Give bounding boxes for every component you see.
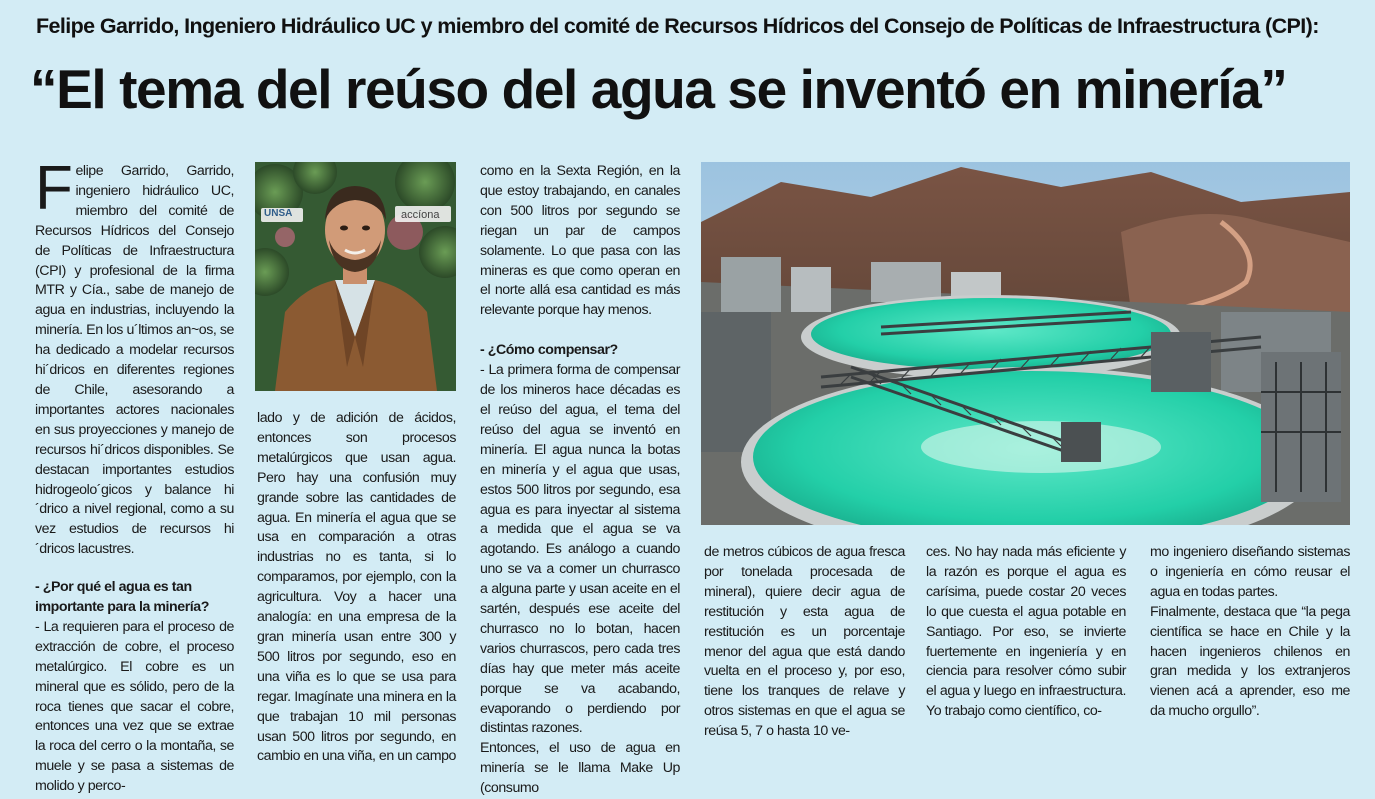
subheading-water-importance: - ¿Por qué el agua es tan importante para la minería? <box>35 579 209 616</box>
portrait-photo <box>255 162 456 391</box>
portrait-illustration <box>255 162 456 391</box>
column-2 <box>257 409 456 767</box>
logo-acciona: accíona <box>401 209 440 221</box>
article-kicker: Felipe Garrido, Ingeniero Hidráulico UC y miembro del comité de Recursos Hídricos del Consejo de Políticas de Infraestructura (CPI): <box>36 14 1319 38</box>
column-3 <box>480 162 680 799</box>
column-1-body: - La requieren para el proceso de extracción de cobre, el proceso metalúrgico. El cobre es un mineral que es sólido, pero de la roca tienes que sacar el cobre, entonces una vez que se extrae la roca del cerro o la montaña, se muele y se pasa a sistemas de molido y perco- <box>35 618 234 795</box>
column-3-body-1: como en la Sexta Región, en la que estoy trabajando, en canales con 500 litros por segundo se riegan un par de campos solamente. Lo que pasa con las mineras es que como operan en el norte allá esa cantidad es más relevante porque hay menos. <box>480 163 680 319</box>
intro-paragraph: Felipe Garrido, Garrido, ingeniero hidráulico UC, miembro del comité de Recursos Hídricos del Consejo de Políticas de Infraestructura (CPI) y profesional de la firma MTR y Cía., sabe de manejo de agua en industrias, incluyendo la minería. En los u´ltimos an~os, se ha dedicado a modelar recursos hi´dricos en diferentes regiones de Chile, asesorando a importantes actores nacionales en sus proyecciones y manejo de recursos hi´dricos disponibles. Se destacan importantes estudios hidrogeolo´gicos y balance hi´drico a nivel regional, como a su vez estudios de recursos hi´dricos lacustres. <box>35 154 234 558</box>
column-1 <box>35 154 234 797</box>
subheading-how-to-compensate: - ¿Cómo compensar? <box>480 342 618 359</box>
column-2-body: lado y de adición de ácidos, entonces son procesos metalúrgicos que usan agua. Pero hay una confusión muy grande sobre las cantidades de agua. En minería el agua que se usa en comparación a otras industrias no es tanta, si lo comparamos, por ejemplo, con la agricultura. Voy a hacer una analogía: en una empresa de la gran minería usan entre 300 y 500 litros por segundo, eso en una viña es lo que se usa para regar. Imagínate una minera en la que trabajan 10 mil personas usan 500 litros por segundo, en cambio en una viña, en un campo <box>257 410 457 765</box>
drop-cap: F <box>35 154 73 223</box>
column-6 <box>1150 543 1350 722</box>
mine-illustration <box>701 162 1350 525</box>
logo-unsa: UNSA <box>264 208 293 219</box>
article-headline: “El tema del reúso del agua se inventó en minería” <box>30 58 1287 120</box>
mine-thickener-photo <box>701 162 1350 525</box>
column-4 <box>704 543 905 742</box>
column-3-body-2: - La primera forma de compensar de los mineros hace décadas es el reúso del agua, el tema del reúso del agua se inventó en minería. El agua nunca la botas en minería y el agua que usas, estos 500 litros por segundo, esa agua es para inyectar al sistema a medida que el agua se va agotando. Es análogo a cuando uno se va a comer un churrasco a alguna parte y usan aceite en el sartén, después ese aceite del churrasco no lo botan, hacen varios churrascos, pero cada tres días hay que meter más aceite porque se va acabando, evaporando o perdiendo por distintas razones. <box>480 362 680 737</box>
column-5 <box>926 543 1126 722</box>
column-6-body-2: Finalmente, destaca que “la pega científica se hace en Chile y la hacen ingenieros chilenos en gran medida y los extranjeros vienen acá a aprender, eso me da mucho orgullo”. <box>1150 603 1350 720</box>
column-4-body: de metros cúbicos de agua fresca por tonelada procesada de mineral), quiere decir agua de restitución y esta agua de restitución es un porcentaje menor del agua que está dando vuelta en el proceso y, por eso, tiene los tranques de relave y otros sistemas en que el agua se reúsa 5, 7 o hasta 10 ve- <box>704 544 905 740</box>
column-5-body: ces. No hay nada más eficiente y la razón es porque el agua es carísima, puede costar 20 veces lo que cuesta el agua potable en Santiago. Por eso, se invierte fuertemente en ingeniería y en ciencia para resolver cómo subir el agua y luego en infraestructura. Yo trabajo como científico, co- <box>926 544 1126 720</box>
column-3-body-3: Entonces, el uso de agua en minería se le llama Make Up (consumo <box>480 740 680 797</box>
column-6-body-1: mo ingeniero diseñando sistemas o ingeniería en cómo reusar el agua en todas partes. <box>1150 544 1350 600</box>
